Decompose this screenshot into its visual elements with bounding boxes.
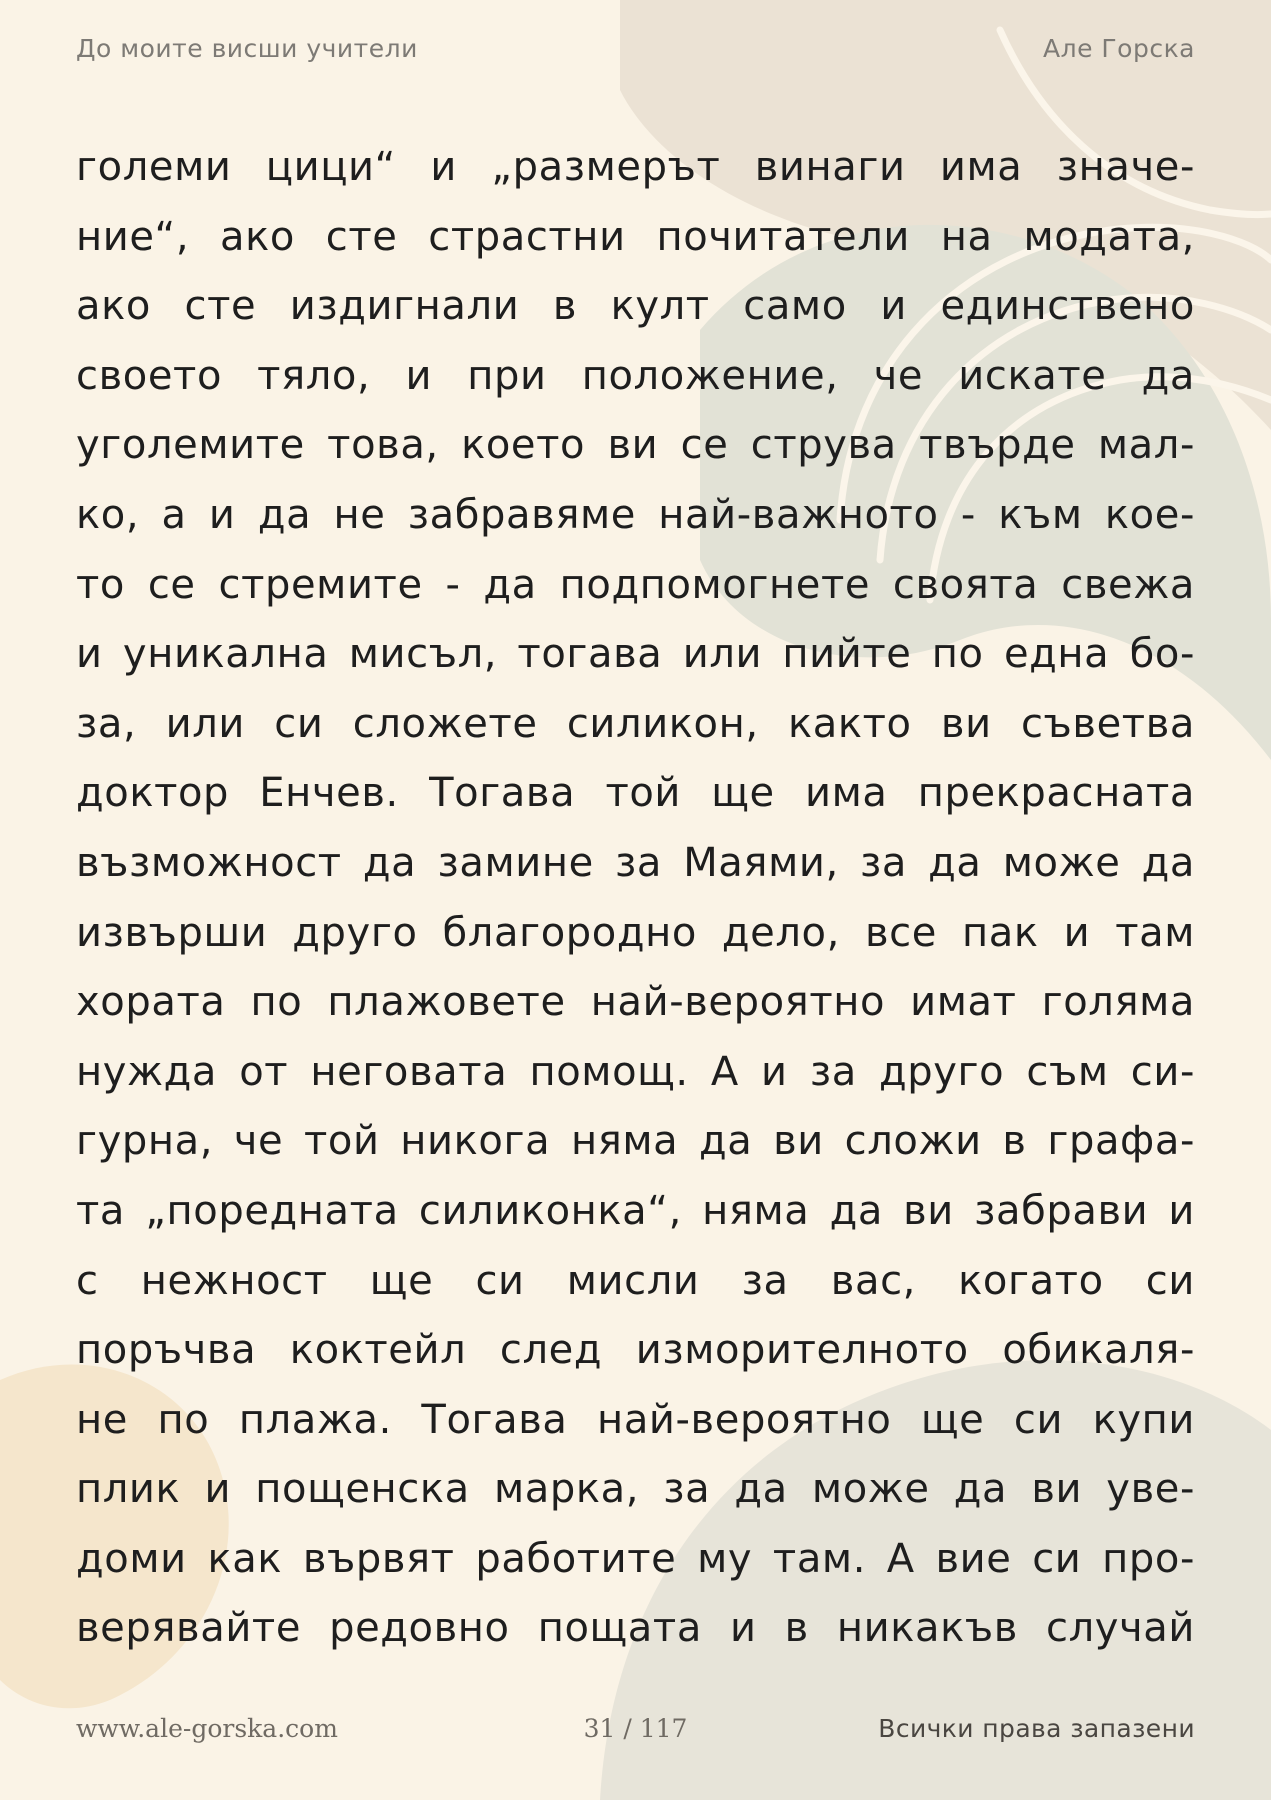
text-line: та „поредната силиконка“, няма да ви забрави и (76, 1187, 1195, 1234)
text-line: и уникална мисъл, тогава или пийте по една бо- (76, 631, 1195, 678)
text-line: поръчва коктейл след изморителното обикаля- (76, 1327, 1195, 1374)
footer-copyright: Всички права запазени (878, 1714, 1195, 1743)
text-line: не по плажа. Тогава най-вероятно ще си купи (76, 1396, 1195, 1443)
text-line: ко, а и да не забравяме най-важното - към кое- (76, 491, 1195, 538)
text-line: с нежност ще си мисли за вас, когато си (76, 1257, 1195, 1304)
text-line: то се стремите - да подпомогнете своята свежа (76, 561, 1195, 608)
text-line: за, или си сложете силикон, както ви съветва (76, 700, 1195, 747)
page-footer (76, 1714, 1195, 1748)
text-line: плик и пощенска марка, за да може да ви уве- (76, 1466, 1195, 1513)
text-line: възможност да замине за Маями, за да може да (76, 839, 1195, 886)
text-line: извърши друго благородно дело, все пак и там (76, 909, 1195, 956)
text-line: верявайте редовно пощата и в никакъв случай (76, 1605, 1195, 1652)
text-line: доктор Енчев. Тогава той ще има прекрасната (76, 770, 1195, 817)
page-body-text (76, 133, 1195, 1664)
text-line: нужда от неговата помощ. А и за друго съм си- (76, 1048, 1195, 1095)
text-line: големи цици“ и „размерът винаги има значе- (76, 144, 1195, 190)
header-author: Але Горска (1043, 34, 1195, 63)
footer-website-link[interactable]: www.ale-gorska.com (76, 1714, 338, 1743)
page-number: 31 / 117 (583, 1714, 688, 1743)
text-line: хората по плажовете най-вероятно имат голяма (76, 979, 1195, 1026)
header-book-title: До моите висши учители (76, 34, 418, 63)
text-line: ако сте издигнали в култ само и единствено (76, 283, 1195, 330)
page-header (76, 34, 1195, 70)
text-line: ние“, ако сте страстни почитатели на модата, (76, 213, 1195, 260)
text-line: уголемите това, което ви се струва твърде мал- (76, 422, 1195, 469)
text-line: доми как вървят работите му там. А вие си про- (76, 1535, 1195, 1582)
text-line: своето тяло, и при положение, че искате да (76, 352, 1195, 399)
text-line: гурна, че той никога няма да ви сложи в графа- (76, 1118, 1195, 1165)
